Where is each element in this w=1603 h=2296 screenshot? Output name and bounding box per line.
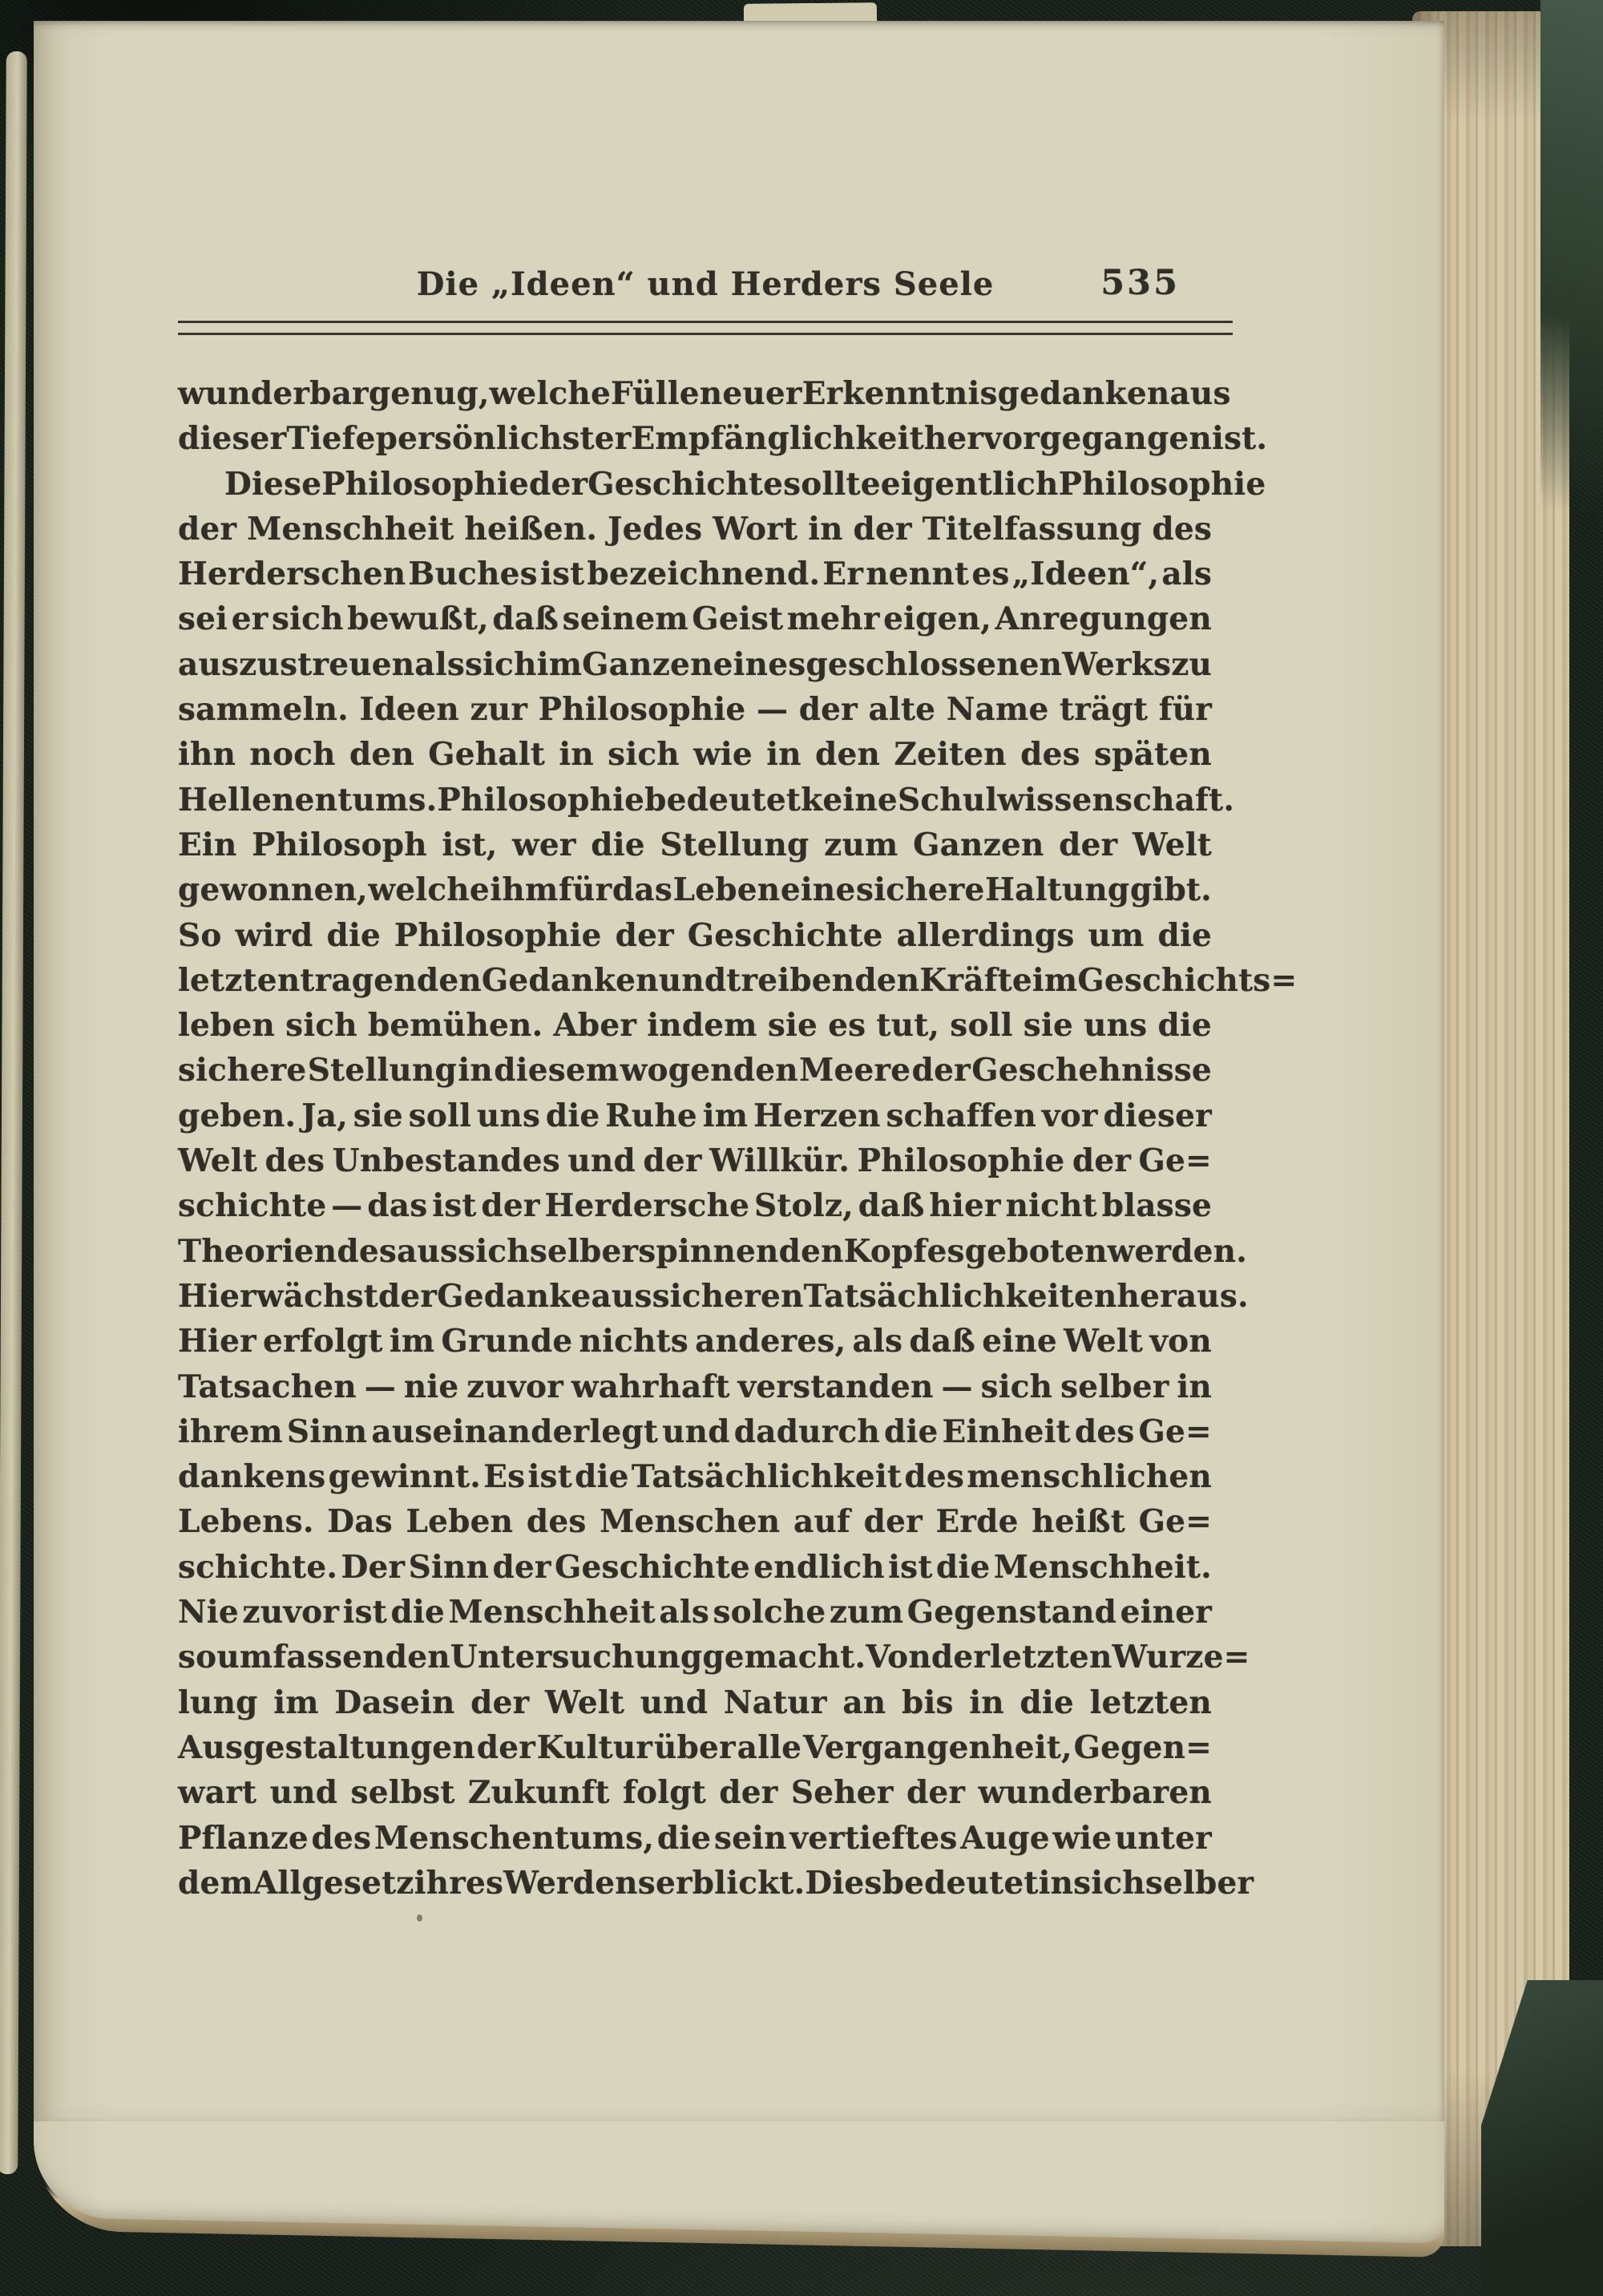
text-line: auszustreuen als sich im Ganzen eines geschlossenen Werks zu: [178, 645, 1213, 683]
text-line: dieser Tiefe persönlichster Empfänglichkeit hervorgegangen ist.: [178, 420, 1268, 458]
text-line: Nie zuvor ist die Menschheit als solche zum Gegenstand einer: [178, 1594, 1212, 1631]
text-line: Ausgestaltungen der Kultur über alle Vergangenheit, Gegen=: [178, 1728, 1212, 1766]
text-line: Welt des Unbestandes und der Willkür. Philosophie der Ge=: [178, 1142, 1212, 1180]
page-number: 535: [1100, 263, 1180, 303]
text-line: Diese Philosophie der Geschichte sollte eigentlich Philosophie: [224, 465, 1266, 503]
text-line: Tatsachen — nie zuvor wahrhaft verstanden — sich selber in: [178, 1368, 1212, 1405]
text-line: so umfassenden Untersuchung gemacht. Von der letzten Wurze=: [178, 1639, 1250, 1676]
text-line: sei er sich bewußt, daß seinem Geist mehr eigen, Anregungen: [178, 600, 1212, 638]
text-line: dankens gewinnt. Es ist die Tatsächlichkeit des menschlichen: [178, 1458, 1212, 1496]
ink-speck: [417, 1914, 422, 1922]
text-line: Pflanze des Menschentums, die sein vertieftes Auge wie unter: [178, 1819, 1212, 1857]
text-line: sichere Stellung in diesem wogenden Meere der Geschehnisse: [178, 1052, 1212, 1089]
text-line: gewonnen, welche ihm für das Leben eine sichere Haltung gibt.: [178, 871, 1212, 909]
book-page: [34, 21, 1444, 2121]
text-line: schichte. Der Sinn der Geschichte endlich ist die Menschheit.: [178, 1548, 1212, 1586]
text-line: lung im Dasein der Welt und Natur an bis in die letzten: [178, 1684, 1212, 1721]
paragraph: [178, 462, 1298, 1906]
text-line: Herderschen Buches ist bezeichnend. Er nennt es „Ideen“, als: [178, 556, 1212, 593]
text-line: sammeln. Ideen zur Philosophie — der alte Name trägt für: [178, 691, 1212, 729]
running-title: Die „Ideen“ und Herders Seele: [416, 265, 995, 303]
cover-corner-top-right: [1540, 0, 1603, 529]
text-line: schichte — das ist der Herdersche Stolz, daß hier nicht blasse: [178, 1187, 1212, 1225]
text-line: Hier wächst der Gedanke aus sicheren Tatsächlichkeiten heraus.: [178, 1277, 1249, 1315]
paragraph: [178, 371, 1268, 462]
text-line: letzten tragenden Gedanken und treibenden Kräfte im Geschichts=: [178, 961, 1298, 999]
text-line: Ein Philosoph ist, wer die Stellung zum Ganzen der Welt: [178, 826, 1212, 863]
header-double-rule: [178, 321, 1233, 335]
text-line: Lebens. Das Leben des Menschen auf der Erde heißt Ge=: [178, 1503, 1212, 1541]
text-line: Hellenentums. Philosophie bedeutet keine Schulwissenschaft.: [178, 781, 1235, 819]
text-line: wunderbar genug, welche Fülle neuer Erkenntnisgedanken aus: [178, 375, 1231, 412]
text-line: Hier erfolgt im Grunde nichts anderes, als daß eine Welt von: [178, 1323, 1212, 1360]
text-line: ihn noch den Gehalt in sich wie in den Zeiten des späten: [178, 736, 1212, 774]
body-text: [178, 371, 1298, 1906]
text-line: Theorien des aus sich selber spinnenden Kopfes geboten werden.: [178, 1232, 1248, 1270]
text-line: leben sich bemühen. Aber indem sie es tut, soll sie uns die: [178, 1007, 1212, 1045]
text-line: wart und selbst Zukunft folgt der Seher der wunderbaren: [178, 1774, 1212, 1812]
text-line: dem Allgesetz ihres Werdens erblickt. Dies bedeutet in sich selber: [178, 1864, 1254, 1902]
text-line: So wird die Philosophie der Geschichte allerdings um die: [178, 916, 1212, 954]
text-line: der Menschheit heißen. Jedes Wort in der Titelfassung des: [178, 510, 1212, 548]
text-line: geben. Ja, sie soll uns die Ruhe im Herzen schaffen vor dieser: [178, 1097, 1212, 1134]
text-line: ihrem Sinn auseinanderlegt und dadurch die Einheit des Ge=: [178, 1413, 1212, 1450]
